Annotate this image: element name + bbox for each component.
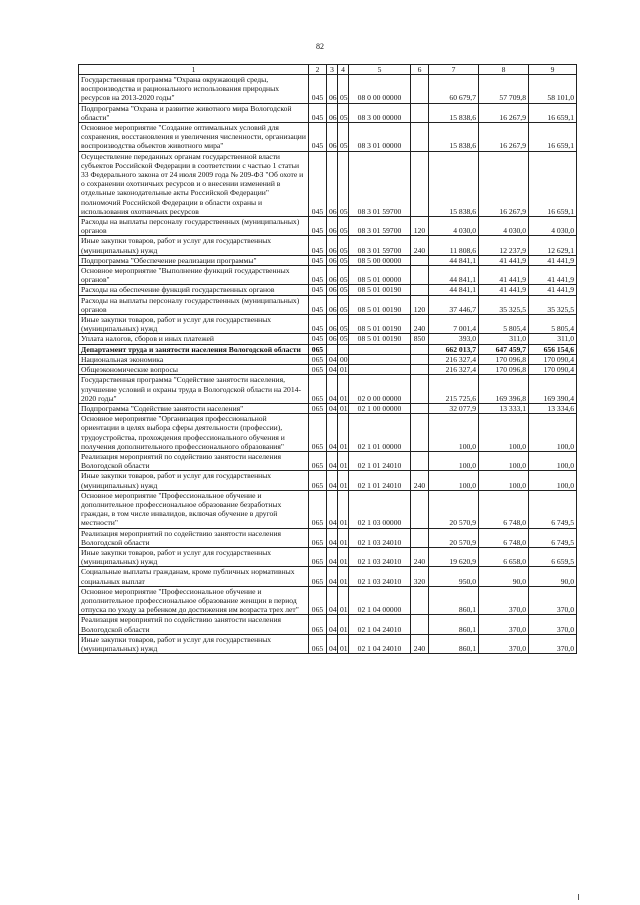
subsection-code-cell: 01 [338,403,349,413]
ministry-code-cell: 065 [309,365,327,375]
target-item-code-cell [349,365,411,375]
column-header: 1 [79,65,309,75]
target-item-code-cell: 02 1 00 00000 [349,403,411,413]
amount-year3-cell: 170 090,4 [529,365,577,375]
amount-year2-cell: 4 030,0 [479,217,529,236]
expense-type-code-cell [411,103,429,122]
subsection-code-cell: 00 [338,354,349,364]
target-item-code-cell: 02 0 00 00000 [349,375,411,404]
table-row [79,123,577,152]
amount-year2-cell: 16 267,9 [479,151,529,216]
target-item-code-cell: 02 1 04 24010 [349,634,411,653]
table-row [79,285,577,295]
section-code-cell: 04 [327,528,338,547]
amount-year2-cell: 100,0 [479,471,529,490]
amount-year3-cell: 35 325,5 [529,295,577,314]
section-code-cell: 04 [327,403,338,413]
target-item-code-cell: 08 0 00 00000 [349,75,411,104]
column-header: 9 [529,65,577,75]
page-edge-mark [578,894,579,900]
row-name-cell: Реализация мероприятий по содействию занятости населения Вологодской области [79,528,309,547]
ministry-code-cell: 065 [309,567,327,586]
target-item-code-cell: 08 3 01 59700 [349,217,411,236]
amount-year2-cell: 370,0 [479,615,529,634]
target-item-code-cell: 02 1 04 24010 [349,615,411,634]
expense-type-code-cell [411,285,429,295]
subsection-code-cell: 01 [338,634,349,653]
target-item-code-cell: 08 5 01 00190 [349,295,411,314]
amount-year2-cell: 16 267,9 [479,103,529,122]
row-name-cell: Социальные выплаты гражданам, кроме публичных нормативных социальных выплат [79,567,309,586]
target-item-code-cell: 08 5 01 00190 [349,334,411,344]
amount-year3-cell: 90,0 [529,567,577,586]
amount-year1-cell: 860,1 [429,586,479,615]
amount-year2-cell: 13 333,1 [479,403,529,413]
amount-year2-cell: 311,0 [479,334,529,344]
ministry-code-cell: 065 [309,375,327,404]
amount-year1-cell: 15 838,6 [429,103,479,122]
section-code-cell: 06 [327,217,338,236]
ministry-code-cell: 065 [309,344,327,354]
target-item-code-cell [349,344,411,354]
target-item-code-cell: 02 1 01 00000 [349,414,411,452]
amount-year1-cell: 60 679,7 [429,75,479,104]
amount-year2-cell: 16 267,9 [479,123,529,152]
ministry-code-cell: 065 [309,634,327,653]
ministry-code-cell: 065 [309,547,327,566]
subsection-code-cell: 01 [338,615,349,634]
ministry-code-cell: 065 [309,471,327,490]
expense-type-code-cell [411,255,429,265]
table-row [79,255,577,265]
section-code-cell: 06 [327,255,338,265]
amount-year3-cell: 16 659,1 [529,123,577,152]
amount-year2-cell: 100,0 [479,414,529,452]
table-row [79,375,577,404]
subsection-code-cell: 01 [338,567,349,586]
amount-year2-cell: 90,0 [479,567,529,586]
table-row [79,151,577,216]
ministry-code-cell: 065 [309,403,327,413]
row-name-cell: Общеэкономические вопросы [79,365,309,375]
expense-type-code-cell [411,451,429,470]
section-code-cell: 04 [327,634,338,653]
amount-year3-cell: 311,0 [529,334,577,344]
amount-year1-cell: 4 030,0 [429,217,479,236]
subsection-code-cell: 05 [338,315,349,334]
amount-year1-cell: 20 570,9 [429,490,479,528]
subsection-code-cell [338,344,349,354]
section-code-cell [327,344,338,354]
amount-year3-cell: 4 030,0 [529,217,577,236]
table-row [79,103,577,122]
row-name-cell: Основное мероприятие "Профессиональное обучение и дополнительное профессиональное образование женщин в период отпуска по уходу за ребенком до достижения им возраста трех лет" [79,586,309,615]
row-name-cell: Иные закупки товаров, работ и услуг для государственных (муниципальных) нужд [79,236,309,255]
table-row [79,634,577,653]
table-row [79,403,577,413]
amount-year1-cell: 15 838,6 [429,151,479,216]
amount-year1-cell: 860,1 [429,615,479,634]
row-name-cell: Подпрограмма "Содействие занятости населения" [79,403,309,413]
target-item-code-cell: 02 1 01 24010 [349,451,411,470]
subsection-code-cell: 01 [338,490,349,528]
page-number: 82 [316,42,324,51]
table-row [79,217,577,236]
amount-year1-cell: 20 570,9 [429,528,479,547]
amount-year1-cell: 860,1 [429,634,479,653]
section-code-cell: 04 [327,375,338,404]
column-header: 7 [429,65,479,75]
amount-year2-cell: 57 709,8 [479,75,529,104]
table-row [79,354,577,364]
amount-year3-cell: 41 441,9 [529,266,577,285]
table-row [79,451,577,470]
subsection-code-cell: 01 [338,528,349,547]
section-code-cell: 04 [327,547,338,566]
row-name-cell: Иные закупки товаров, работ и услуг для государственных (муниципальных) нужд [79,471,309,490]
row-name-cell: Иные закупки товаров, работ и услуг для государственных (муниципальных) нужд [79,634,309,653]
row-name-cell: Расходы на выплаты персоналу государственных (муниципальных) органов [79,217,309,236]
subsection-code-cell: 05 [338,285,349,295]
amount-year1-cell: 11 808,6 [429,236,479,255]
amount-year2-cell: 170 096,8 [479,365,529,375]
table-row [79,365,577,375]
section-code-cell: 04 [327,451,338,470]
column-header: 8 [479,65,529,75]
ministry-code-cell: 045 [309,217,327,236]
table-row [79,334,577,344]
section-code-cell: 04 [327,586,338,615]
ministry-code-cell: 045 [309,103,327,122]
expense-type-code-cell [411,344,429,354]
target-item-code-cell: 08 5 01 00190 [349,315,411,334]
section-code-cell: 04 [327,471,338,490]
expense-type-code-cell: 240 [411,236,429,255]
amount-year3-cell: 100,0 [529,471,577,490]
row-name-cell: Основное мероприятие "Профессиональное обучение и дополнительное профессиональное образование безработных граждан, в том числе инвалидов, включая обучение в другой местности" [79,490,309,528]
row-name-cell: Национальная экономика [79,354,309,364]
ministry-code-cell: 045 [309,151,327,216]
expense-type-code-cell [411,123,429,152]
ministry-code-cell: 045 [309,236,327,255]
amount-year3-cell: 6 749,5 [529,528,577,547]
amount-year1-cell: 100,0 [429,471,479,490]
column-header: 3 [327,65,338,75]
target-item-code-cell: 02 1 04 00000 [349,586,411,615]
amount-year2-cell: 370,0 [479,586,529,615]
amount-year3-cell: 16 659,1 [529,151,577,216]
table-row [79,75,577,104]
section-code-cell: 06 [327,75,338,104]
table-body [79,75,577,654]
expense-type-code-cell [411,528,429,547]
row-name-cell: Подпрограмма "Охрана и развитие животного мира Вологодской области" [79,103,309,122]
table-row [79,586,577,615]
row-name-cell: Основное мероприятие "Выполнение функций государственных органов" [79,266,309,285]
amount-year2-cell: 5 805,4 [479,315,529,334]
target-item-code-cell: 08 3 01 59700 [349,151,411,216]
ministry-code-cell: 065 [309,451,327,470]
section-code-cell: 06 [327,236,338,255]
amount-year1-cell: 44 841,1 [429,266,479,285]
subsection-code-cell: 05 [338,334,349,344]
amount-year1-cell: 7 001,4 [429,315,479,334]
section-code-cell: 04 [327,354,338,364]
table-row [79,471,577,490]
subsection-code-cell: 05 [338,255,349,265]
row-name-cell: Подпрограмма "Обеспечение реализации программы" [79,255,309,265]
section-code-cell: 06 [327,151,338,216]
amount-year3-cell: 100,0 [529,451,577,470]
amount-year3-cell: 370,0 [529,586,577,615]
expense-type-code-cell: 240 [411,471,429,490]
expense-type-code-cell [411,490,429,528]
subsection-code-cell: 05 [338,151,349,216]
ministry-code-cell: 045 [309,334,327,344]
section-code-cell: 06 [327,285,338,295]
target-item-code-cell: 08 3 01 00000 [349,123,411,152]
expense-type-code-cell [411,403,429,413]
amount-year3-cell: 100,0 [529,414,577,452]
ministry-code-cell: 045 [309,266,327,285]
column-header: 5 [349,65,411,75]
amount-year2-cell: 35 325,5 [479,295,529,314]
subsection-code-cell: 01 [338,586,349,615]
amount-year1-cell: 215 725,6 [429,375,479,404]
target-item-code-cell: 02 1 03 24010 [349,547,411,566]
amount-year3-cell: 58 101,0 [529,75,577,104]
target-item-code-cell: 08 5 00 00000 [349,255,411,265]
amount-year2-cell: 6 658,0 [479,547,529,566]
amount-year3-cell: 12 629,1 [529,236,577,255]
subsection-code-cell: 05 [338,75,349,104]
row-name-cell: Государственная программа "Охрана окружающей среды, воспроизводства и рационального использования природных ресурсов на 2013-2020 годы" [79,75,309,104]
amount-year3-cell: 41 441,9 [529,255,577,265]
amount-year3-cell: 169 390,4 [529,375,577,404]
subsection-code-cell: 01 [338,547,349,566]
amount-year1-cell: 662 013,7 [429,344,479,354]
expense-type-code-cell [411,354,429,364]
amount-year1-cell: 100,0 [429,451,479,470]
amount-year3-cell: 170 090,4 [529,354,577,364]
table-row [79,615,577,634]
amount-year3-cell: 5 805,4 [529,315,577,334]
row-name-cell: Департамент труда и занятости населения Вологодской области [79,344,309,354]
row-name-cell: Основное мероприятие "Создание оптимальных условий для сохранения, восстановления и увеличения численности, организации воспроизводства объектов животного мира" [79,123,309,152]
row-name-cell: Иные закупки товаров, работ и услуг для государственных (муниципальных) нужд [79,315,309,334]
ministry-code-cell: 045 [309,285,327,295]
amount-year1-cell: 950,0 [429,567,479,586]
ministry-code-cell: 045 [309,255,327,265]
amount-year2-cell: 647 459,7 [479,344,529,354]
section-code-cell: 04 [327,490,338,528]
section-code-cell: 04 [327,365,338,375]
subsection-code-cell: 05 [338,236,349,255]
subsection-code-cell: 01 [338,471,349,490]
ministry-code-cell: 065 [309,615,327,634]
expense-type-code-cell: 120 [411,295,429,314]
amount-year1-cell: 37 446,7 [429,295,479,314]
amount-year1-cell: 32 077,9 [429,403,479,413]
amount-year1-cell: 15 838,6 [429,123,479,152]
table-row [79,236,577,255]
subsection-code-cell: 05 [338,295,349,314]
amount-year3-cell: 370,0 [529,634,577,653]
subsection-code-cell: 05 [338,123,349,152]
amount-year2-cell: 12 237,9 [479,236,529,255]
amount-year3-cell: 370,0 [529,615,577,634]
amount-year2-cell: 370,0 [479,634,529,653]
budget-table [78,64,577,654]
section-code-cell: 06 [327,123,338,152]
ministry-code-cell: 065 [309,528,327,547]
ministry-code-cell: 065 [309,414,327,452]
section-code-cell: 06 [327,103,338,122]
expense-type-code-cell [411,586,429,615]
expense-type-code-cell [411,414,429,452]
amount-year2-cell: 170 096,8 [479,354,529,364]
amount-year2-cell: 41 441,9 [479,255,529,265]
amount-year1-cell: 216 327,4 [429,354,479,364]
subsection-code-cell: 01 [338,365,349,375]
amount-year1-cell: 100,0 [429,414,479,452]
target-item-code-cell: 08 5 01 00000 [349,266,411,285]
table-row [79,266,577,285]
expense-type-code-cell [411,151,429,216]
row-name-cell: Реализация мероприятий по содействию занятости населения Вологодской области [79,615,309,634]
section-code-cell: 06 [327,315,338,334]
amount-year3-cell: 6 659,5 [529,547,577,566]
ministry-code-cell: 065 [309,586,327,615]
target-item-code-cell: 02 1 01 24010 [349,471,411,490]
section-code-cell: 06 [327,266,338,285]
amount-year2-cell: 169 396,8 [479,375,529,404]
amount-year2-cell: 41 441,9 [479,285,529,295]
subsection-code-cell: 05 [338,217,349,236]
table-row [79,344,577,354]
expense-type-code-cell [411,615,429,634]
target-item-code-cell: 08 3 01 59700 [349,236,411,255]
row-name-cell: Основное мероприятие "Организация профессиональной ориентации в целях выбора сферы деятельности (профессии), трудоустройства, прохождения профессионального обучения и получения дополнительного профессионального образования" [79,414,309,452]
ministry-code-cell: 065 [309,490,327,528]
target-item-code-cell: 02 1 03 00000 [349,490,411,528]
subsection-code-cell: 01 [338,451,349,470]
amount-year1-cell: 19 620,9 [429,547,479,566]
expense-type-code-cell: 320 [411,567,429,586]
column-header: 2 [309,65,327,75]
row-name-cell: Реализация мероприятий по содействию занятости населения Вологодской области [79,451,309,470]
amount-year1-cell: 393,0 [429,334,479,344]
table-row [79,414,577,452]
amount-year3-cell: 41 441,9 [529,285,577,295]
table-row [79,315,577,334]
row-name-cell: Осуществление переданных органам государственной власти субъектов Российской Федерации в соответствии с частью 1 статьи 33 Федерального закона от 24 июля 2009 года № 209-ФЗ "Об охоте и о сохранении охотничьих ресурсов и о внесении изменений в отдельные законодательные акты Российской Федерации" полномочий Российской Федерации в области охраны и использования охотничьих ресурсов [79,151,309,216]
expense-type-code-cell: 240 [411,547,429,566]
expense-type-code-cell [411,75,429,104]
target-item-code-cell: 02 1 03 24010 [349,528,411,547]
section-code-cell: 04 [327,615,338,634]
expense-type-code-cell [411,375,429,404]
row-name-cell: Государственная программа "Содействие занятости населения, улучшение условий и охраны труда в Вологодской области на 2014-2020 годы" [79,375,309,404]
ministry-code-cell: 045 [309,295,327,314]
target-item-code-cell [349,354,411,364]
ministry-code-cell: 045 [309,75,327,104]
amount-year3-cell: 13 334,6 [529,403,577,413]
column-header: 6 [411,65,429,75]
subsection-code-cell: 05 [338,266,349,285]
amount-year1-cell: 44 841,1 [429,255,479,265]
amount-year3-cell: 16 659,1 [529,103,577,122]
row-name-cell: Уплата налогов, сборов и иных платежей [79,334,309,344]
subsection-code-cell: 01 [338,414,349,452]
target-item-code-cell: 08 3 00 00000 [349,103,411,122]
expense-type-code-cell: 240 [411,315,429,334]
expense-type-code-cell: 850 [411,334,429,344]
amount-year3-cell: 656 154,6 [529,344,577,354]
section-code-cell: 04 [327,567,338,586]
section-code-cell: 06 [327,334,338,344]
subsection-code-cell: 05 [338,103,349,122]
expense-type-code-cell: 240 [411,634,429,653]
expense-type-code-cell [411,266,429,285]
amount-year3-cell: 6 749,5 [529,490,577,528]
target-item-code-cell: 08 5 01 00190 [349,285,411,295]
ministry-code-cell: 045 [309,123,327,152]
expense-type-code-cell: 120 [411,217,429,236]
amount-year2-cell: 6 748,0 [479,528,529,547]
table-header-row [79,65,577,75]
subsection-code-cell: 01 [338,375,349,404]
ministry-code-cell: 065 [309,354,327,364]
row-name-cell: Расходы на обеспечение функций государственных органов [79,285,309,295]
amount-year2-cell: 100,0 [479,451,529,470]
table-row [79,295,577,314]
section-code-cell: 04 [327,414,338,452]
target-item-code-cell: 02 1 03 24010 [349,567,411,586]
row-name-cell: Иные закупки товаров, работ и услуг для государственных (муниципальных) нужд [79,547,309,566]
table-row [79,528,577,547]
column-header: 4 [338,65,349,75]
row-name-cell: Расходы на выплаты персоналу государственных (муниципальных) органов [79,295,309,314]
amount-year1-cell: 44 841,1 [429,285,479,295]
amount-year1-cell: 216 327,4 [429,365,479,375]
amount-year2-cell: 41 441,9 [479,266,529,285]
section-code-cell: 06 [327,295,338,314]
table-row [79,547,577,566]
ministry-code-cell: 045 [309,315,327,334]
table-row [79,567,577,586]
table-row [79,490,577,528]
expense-type-code-cell [411,365,429,375]
amount-year2-cell: 6 748,0 [479,490,529,528]
